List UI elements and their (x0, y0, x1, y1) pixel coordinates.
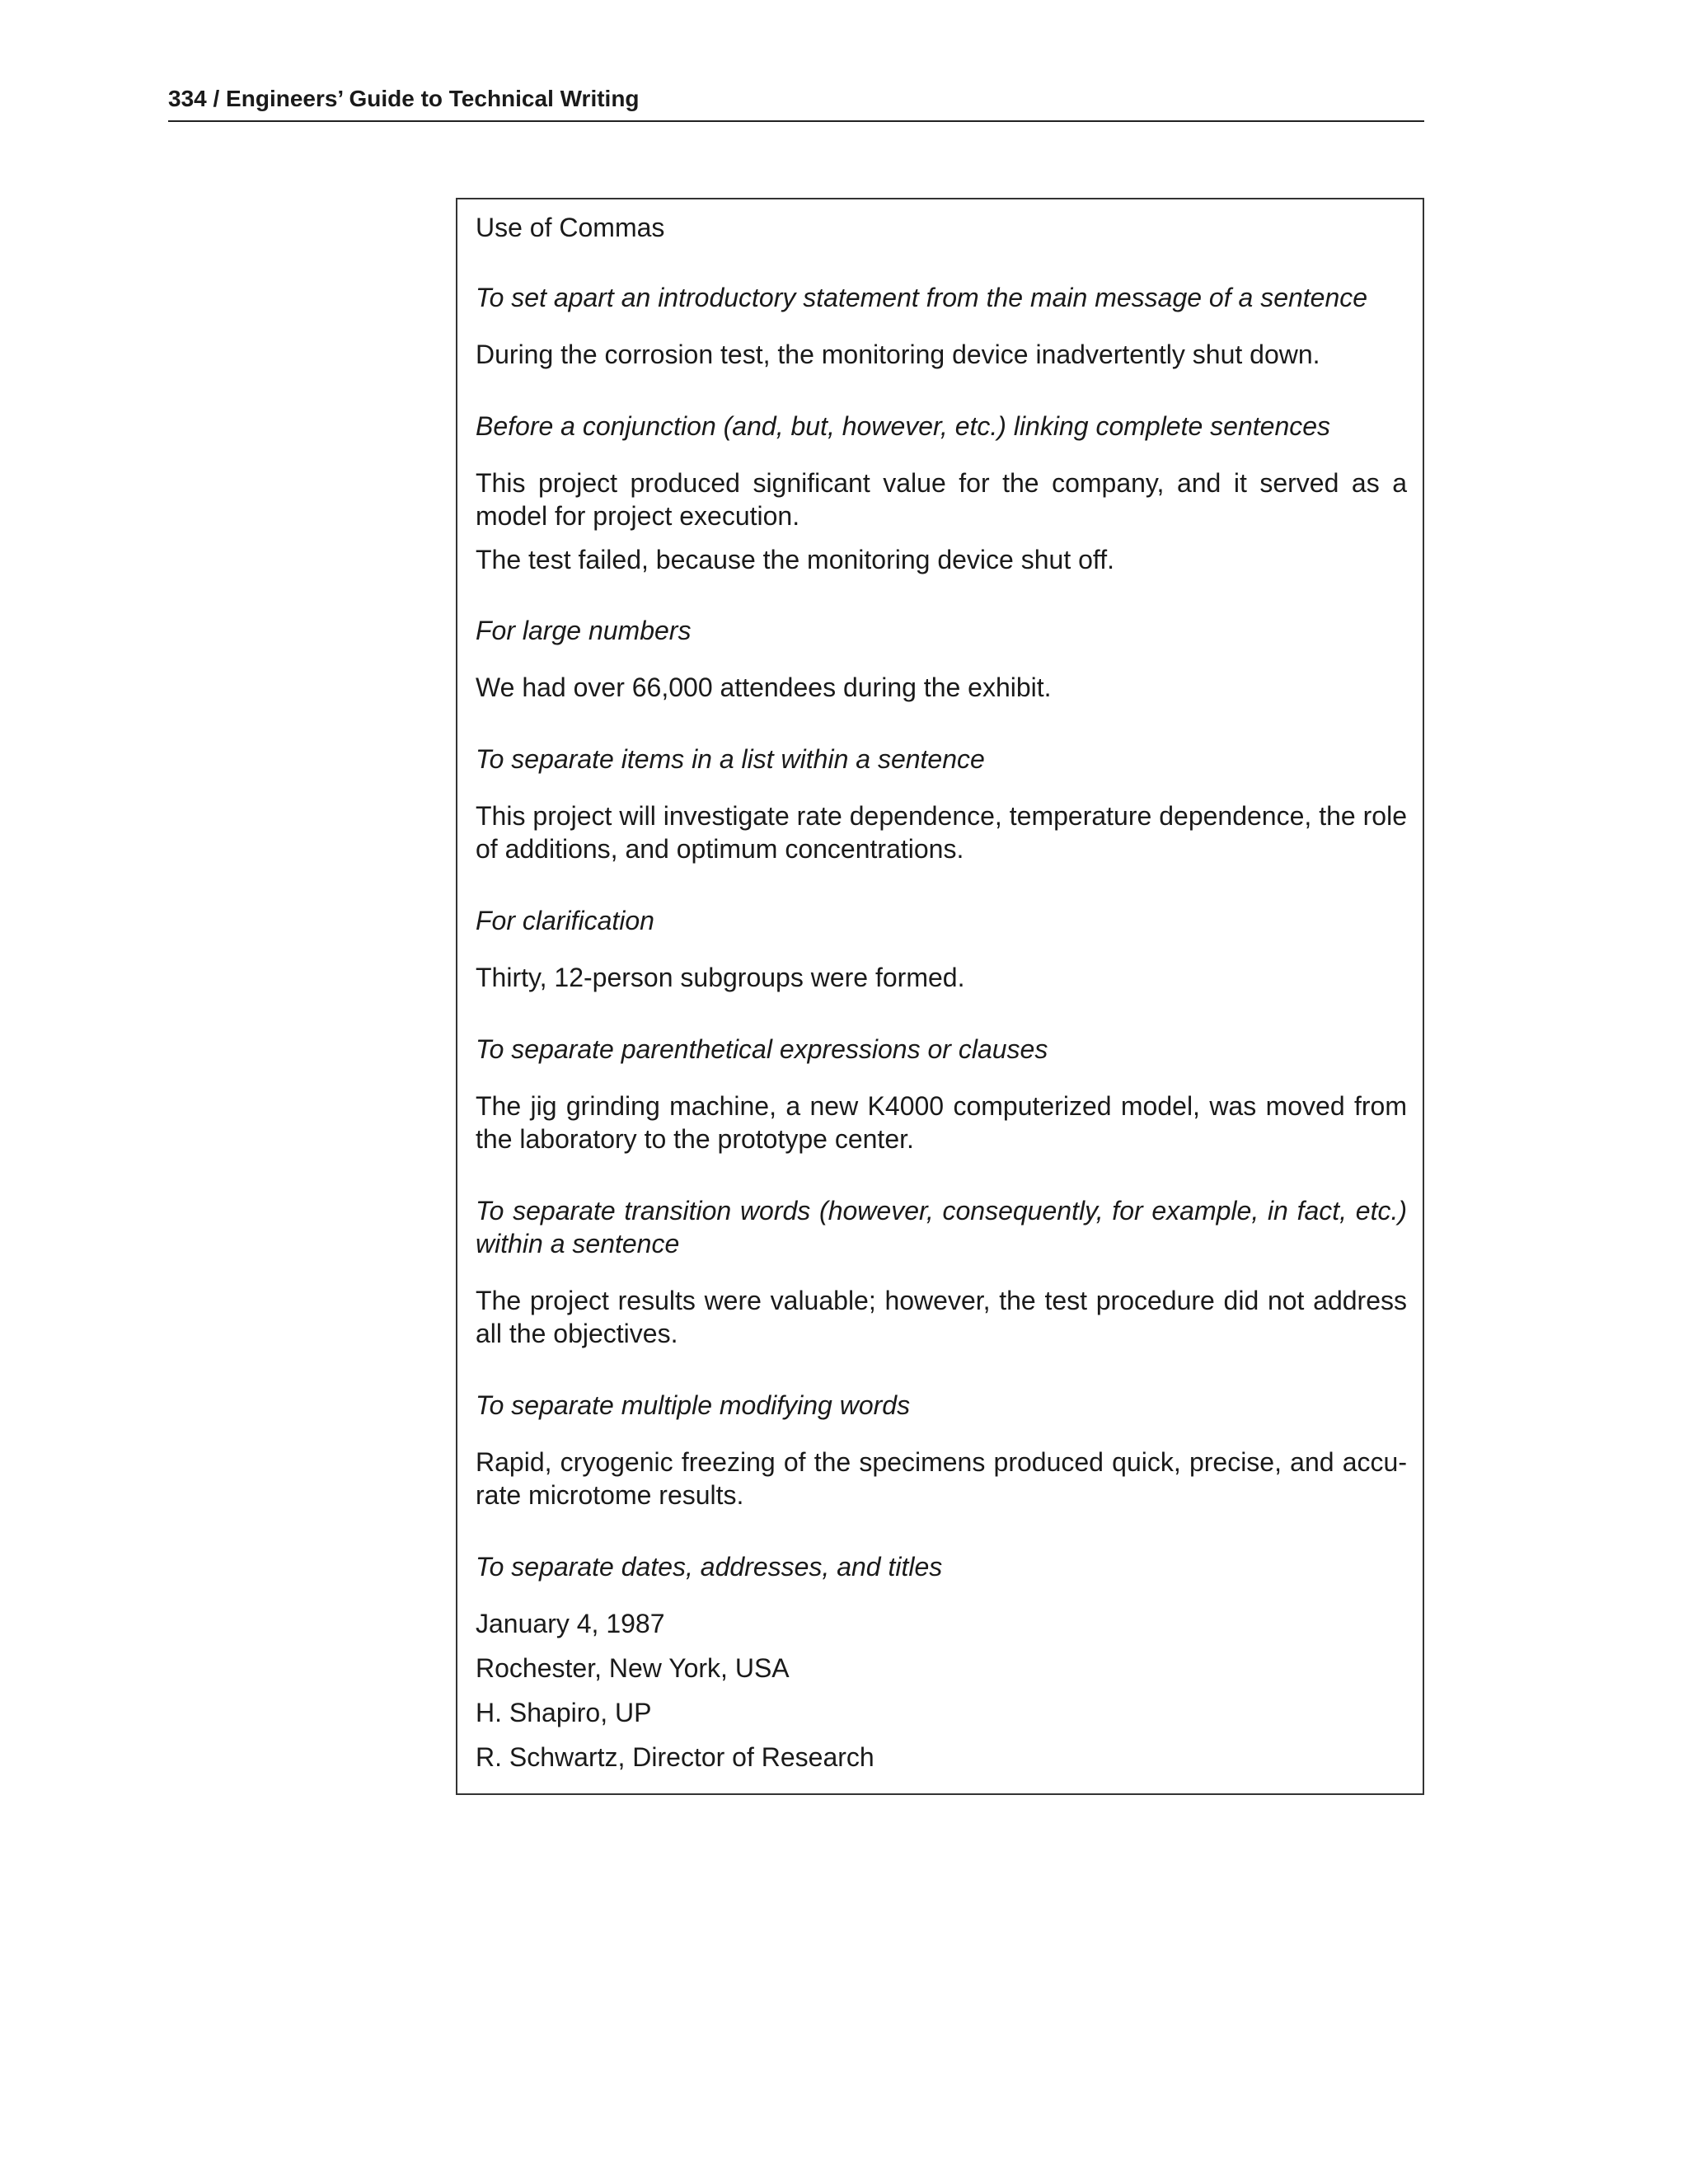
rule-heading-introductory: To set apart an introductory statement from the main message of a sentence (476, 283, 1368, 312)
rule-heading-modifying-words: To separate multiple modifying words (476, 1390, 911, 1420)
example-introductory: During the corrosion test, the monitoring device inadvertently shut down. (476, 340, 1320, 369)
example-parenthetical: The jig grinding machine, a new K4000 computerized model, was moved from the laboratory to the prototype center. (476, 1091, 1407, 1154)
rule-heading-clarification: For clarification (476, 906, 654, 935)
example-date: January 4, 1987 (476, 1609, 665, 1638)
example-large-numbers: We had over 66,000 attendees during the exhibit. (476, 673, 1052, 702)
rule-heading-transition-words: To separate transition words (however, consequently, for example, in fact, etc.) within a sentence (476, 1196, 1407, 1258)
example-conjunction-1: This project produced significant value for the company, and it served as a model for project execution. (476, 468, 1407, 531)
box-title: Use of Commas (476, 213, 665, 242)
rule-heading-large-numbers: For large numbers (476, 616, 692, 645)
rule-heading-conjunction: Before a conjunction (and, but, however, etc.) linking complete sentences (476, 411, 1331, 441)
example-title-2: R. Schwartz, Director of Research (476, 1742, 874, 1772)
rule-heading-parenthetical: To separate parenthetical expressions or clauses (476, 1034, 1048, 1064)
example-modifying-words: Rapid, cryogenic freezing of the specimens produced quick, precise, and accu-rate microtome results. (476, 1447, 1407, 1510)
example-title-1: H. Shapiro, UP (476, 1698, 652, 1727)
example-clarification: Thirty, 12-person subgroups were formed. (476, 963, 965, 992)
example-list-items: This project will investigate rate dependence, temperature dependence, the role of additions, and optimum concentrations. (476, 801, 1407, 864)
use-of-commas-box (456, 198, 1424, 1795)
example-conjunction-2: The test failed, because the monitoring device shut off. (476, 545, 1114, 574)
example-transition-words: The project results were valuable; however, the test procedure did not address all the objectives. (476, 1286, 1407, 1348)
rule-heading-list-items: To separate items in a list within a sentence (476, 744, 985, 774)
rule-heading-dates-addresses-titles: To separate dates, addresses, and titles (476, 1552, 943, 1582)
running-head (168, 81, 1424, 122)
running-head-text: 334 / Engineers’ Guide to Technical Writing (168, 86, 640, 111)
example-address: Rochester, New York, USA (476, 1653, 790, 1683)
